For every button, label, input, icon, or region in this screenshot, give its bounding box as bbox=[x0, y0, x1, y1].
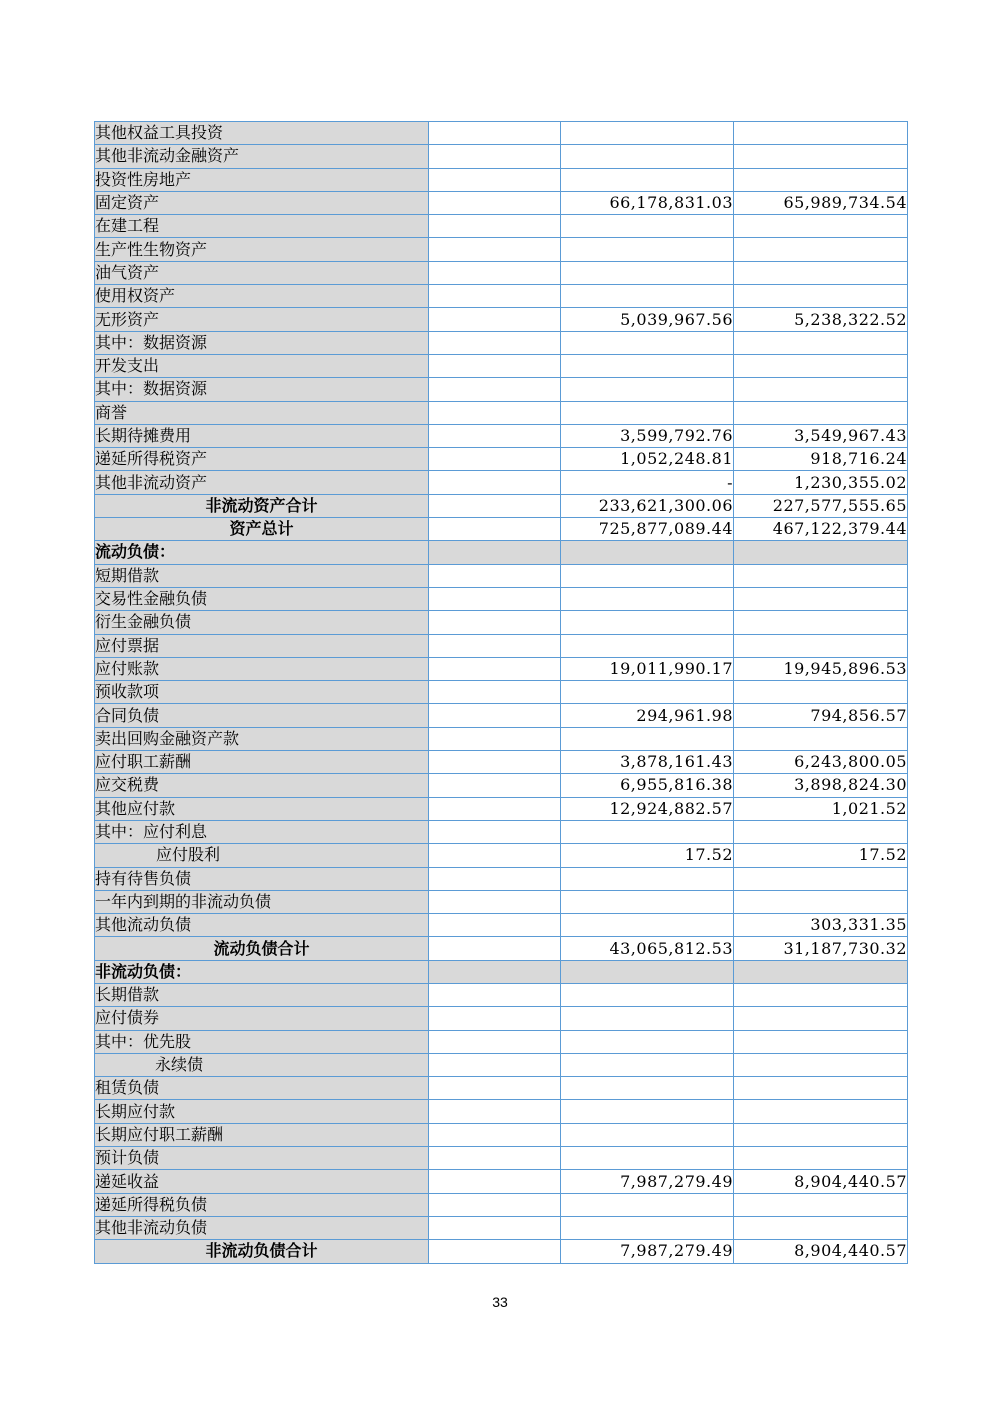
prior-period-value: 1,230,355.02 bbox=[734, 471, 908, 494]
note-cell bbox=[429, 727, 561, 750]
prior-period-value: 19,945,896.53 bbox=[734, 657, 908, 680]
prior-period-value bbox=[734, 238, 908, 261]
row-label: 应付职工薪酬 bbox=[95, 751, 429, 774]
row-label: 其他权益工具投资 bbox=[95, 122, 429, 145]
prior-period-value bbox=[734, 587, 908, 610]
current-period-value bbox=[561, 1030, 734, 1053]
note-cell bbox=[429, 890, 561, 913]
current-period-value bbox=[561, 401, 734, 424]
prior-period-value bbox=[734, 727, 908, 750]
prior-period-value bbox=[734, 145, 908, 168]
current-period-value bbox=[561, 681, 734, 704]
prior-period-value bbox=[734, 1007, 908, 1030]
note-cell bbox=[429, 424, 561, 447]
table-row bbox=[95, 168, 908, 191]
table-row bbox=[95, 914, 908, 937]
note-cell bbox=[429, 1170, 561, 1193]
row-label: 其他应付款 bbox=[95, 797, 429, 820]
note-cell bbox=[429, 122, 561, 145]
note-cell bbox=[429, 1240, 561, 1263]
current-period-value bbox=[561, 890, 734, 913]
note-cell bbox=[429, 471, 561, 494]
current-period-value bbox=[561, 867, 734, 890]
table-row bbox=[95, 424, 908, 447]
note-cell bbox=[429, 1193, 561, 1216]
row-label: 其他非流动金融资产 bbox=[95, 145, 429, 168]
current-period-value bbox=[561, 378, 734, 401]
prior-period-value: 3,549,967.43 bbox=[734, 424, 908, 447]
current-period-value: 43,065,812.53 bbox=[561, 937, 734, 960]
current-period-value bbox=[561, 215, 734, 238]
prior-period-value bbox=[734, 122, 908, 145]
table-row bbox=[95, 1100, 908, 1123]
current-period-value bbox=[561, 145, 734, 168]
current-period-value bbox=[561, 1123, 734, 1146]
prior-period-value bbox=[734, 634, 908, 657]
table-row bbox=[95, 354, 908, 377]
prior-period-value bbox=[734, 681, 908, 704]
current-period-value bbox=[561, 611, 734, 634]
row-label: 预收款项 bbox=[95, 681, 429, 704]
row-label: 其他流动负债 bbox=[95, 914, 429, 937]
row-label: 预计负债 bbox=[95, 1147, 429, 1170]
prior-period-value bbox=[734, 401, 908, 424]
table-row bbox=[95, 145, 908, 168]
current-period-value bbox=[561, 960, 734, 983]
table-row bbox=[95, 1216, 908, 1239]
note-cell bbox=[429, 960, 561, 983]
current-period-value: 7,987,279.49 bbox=[561, 1240, 734, 1263]
row-label: 开发支出 bbox=[95, 354, 429, 377]
note-cell bbox=[429, 1030, 561, 1053]
current-period-value: 19,011,990.17 bbox=[561, 657, 734, 680]
note-cell bbox=[429, 401, 561, 424]
table-row bbox=[95, 1077, 908, 1100]
current-period-value bbox=[561, 1193, 734, 1216]
row-label: 应付票据 bbox=[95, 634, 429, 657]
prior-period-value bbox=[734, 611, 908, 634]
table-row bbox=[95, 774, 908, 797]
table-row bbox=[95, 541, 908, 564]
current-period-value bbox=[561, 914, 734, 937]
current-period-value bbox=[561, 1053, 734, 1076]
current-period-value bbox=[561, 564, 734, 587]
current-period-value bbox=[561, 331, 734, 354]
table-row bbox=[95, 681, 908, 704]
table-body bbox=[95, 122, 908, 1264]
table-row bbox=[95, 1193, 908, 1216]
row-label: 其他非流动资产 bbox=[95, 471, 429, 494]
prior-period-value bbox=[734, 1100, 908, 1123]
row-label: 非流动负债合计 bbox=[95, 1240, 429, 1263]
row-label: 交易性金融负债 bbox=[95, 587, 429, 610]
note-cell bbox=[429, 285, 561, 308]
row-label: 流动负债合计 bbox=[95, 937, 429, 960]
note-cell bbox=[429, 797, 561, 820]
note-cell bbox=[429, 354, 561, 377]
current-period-value bbox=[561, 1007, 734, 1030]
table-row bbox=[95, 261, 908, 284]
table-row bbox=[95, 494, 908, 517]
note-cell bbox=[429, 937, 561, 960]
prior-period-value bbox=[734, 1077, 908, 1100]
current-period-value: 12,924,882.57 bbox=[561, 797, 734, 820]
prior-period-value: 8,904,440.57 bbox=[734, 1240, 908, 1263]
current-period-value bbox=[561, 727, 734, 750]
table-row bbox=[95, 122, 908, 145]
page-number: 33 bbox=[492, 1294, 508, 1310]
current-period-value bbox=[561, 168, 734, 191]
current-period-value: 294,961.98 bbox=[561, 704, 734, 727]
table-row bbox=[95, 1123, 908, 1146]
current-period-value: 6,955,816.38 bbox=[561, 774, 734, 797]
note-cell bbox=[429, 704, 561, 727]
prior-period-value: 227,577,555.65 bbox=[734, 494, 908, 517]
current-period-value: 5,039,967.56 bbox=[561, 308, 734, 331]
note-cell bbox=[429, 820, 561, 843]
note-cell bbox=[429, 448, 561, 471]
prior-period-value bbox=[734, 1193, 908, 1216]
row-label: 生产性生物资产 bbox=[95, 238, 429, 261]
table-row bbox=[95, 285, 908, 308]
table-row bbox=[95, 937, 908, 960]
prior-period-value bbox=[734, 168, 908, 191]
prior-period-value bbox=[734, 1053, 908, 1076]
table-row bbox=[95, 983, 908, 1006]
current-period-value bbox=[561, 122, 734, 145]
current-period-value: 725,877,089.44 bbox=[561, 518, 734, 541]
row-label: 租赁负债 bbox=[95, 1077, 429, 1100]
row-label: 长期应付款 bbox=[95, 1100, 429, 1123]
table-row bbox=[95, 867, 908, 890]
note-cell bbox=[429, 308, 561, 331]
note-cell bbox=[429, 331, 561, 354]
table-row bbox=[95, 191, 908, 214]
prior-period-value: 3,898,824.30 bbox=[734, 774, 908, 797]
table-row bbox=[95, 1053, 908, 1076]
prior-period-value: 17.52 bbox=[734, 844, 908, 867]
note-cell bbox=[429, 215, 561, 238]
note-cell bbox=[429, 494, 561, 517]
prior-period-value: 65,989,734.54 bbox=[734, 191, 908, 214]
table-row bbox=[95, 797, 908, 820]
balance-sheet-table bbox=[94, 121, 908, 1264]
note-cell bbox=[429, 1007, 561, 1030]
current-period-value bbox=[561, 1216, 734, 1239]
note-cell bbox=[429, 681, 561, 704]
table-row bbox=[95, 587, 908, 610]
prior-period-value: 918,716.24 bbox=[734, 448, 908, 471]
prior-period-value bbox=[734, 285, 908, 308]
table-row bbox=[95, 378, 908, 401]
note-cell bbox=[429, 634, 561, 657]
note-cell bbox=[429, 1077, 561, 1100]
current-period-value bbox=[561, 1100, 734, 1123]
table-row bbox=[95, 890, 908, 913]
row-label: 卖出回购金融资产款 bbox=[95, 727, 429, 750]
current-period-value bbox=[561, 587, 734, 610]
note-cell bbox=[429, 261, 561, 284]
note-cell bbox=[429, 168, 561, 191]
note-cell bbox=[429, 983, 561, 1006]
table-row bbox=[95, 634, 908, 657]
prior-period-value bbox=[734, 378, 908, 401]
current-period-value bbox=[561, 634, 734, 657]
table-row bbox=[95, 844, 908, 867]
current-period-value bbox=[561, 1147, 734, 1170]
note-cell bbox=[429, 867, 561, 890]
prior-period-value: 794,856.57 bbox=[734, 704, 908, 727]
note-cell bbox=[429, 238, 561, 261]
current-period-value: - bbox=[561, 471, 734, 494]
table-row bbox=[95, 727, 908, 750]
prior-period-value: 1,021.52 bbox=[734, 797, 908, 820]
table-row bbox=[95, 611, 908, 634]
current-period-value bbox=[561, 541, 734, 564]
row-label: 投资性房地产 bbox=[95, 168, 429, 191]
current-period-value bbox=[561, 820, 734, 843]
note-cell bbox=[429, 844, 561, 867]
row-label: 资产总计 bbox=[95, 518, 429, 541]
note-cell bbox=[429, 518, 561, 541]
table-row bbox=[95, 960, 908, 983]
row-label: 其中：应付利息 bbox=[95, 820, 429, 843]
note-cell bbox=[429, 1123, 561, 1146]
note-cell bbox=[429, 657, 561, 680]
prior-period-value bbox=[734, 354, 908, 377]
note-cell bbox=[429, 914, 561, 937]
current-period-value bbox=[561, 1077, 734, 1100]
row-label: 应交税费 bbox=[95, 774, 429, 797]
table-row bbox=[95, 1240, 908, 1263]
prior-period-value bbox=[734, 1123, 908, 1146]
table-row bbox=[95, 1147, 908, 1170]
table-row bbox=[95, 1170, 908, 1193]
note-cell bbox=[429, 1100, 561, 1123]
row-label: 合同负债 bbox=[95, 704, 429, 727]
table-row bbox=[95, 1030, 908, 1053]
row-label: 持有待售负债 bbox=[95, 867, 429, 890]
prior-period-value bbox=[734, 960, 908, 983]
prior-period-value bbox=[734, 331, 908, 354]
current-period-value: 3,878,161.43 bbox=[561, 751, 734, 774]
note-cell bbox=[429, 587, 561, 610]
table-row bbox=[95, 751, 908, 774]
row-label: 非流动资产合计 bbox=[95, 494, 429, 517]
table-row bbox=[95, 448, 908, 471]
row-label: 衍生金融负债 bbox=[95, 611, 429, 634]
row-label: 其中：数据资源 bbox=[95, 331, 429, 354]
prior-period-value bbox=[734, 820, 908, 843]
current-period-value: 3,599,792.76 bbox=[561, 424, 734, 447]
current-period-value: 66,178,831.03 bbox=[561, 191, 734, 214]
row-label: 固定资产 bbox=[95, 191, 429, 214]
row-label: 长期待摊费用 bbox=[95, 424, 429, 447]
prior-period-value bbox=[734, 261, 908, 284]
table-row bbox=[95, 820, 908, 843]
table-row bbox=[95, 657, 908, 680]
prior-period-value bbox=[734, 1030, 908, 1053]
prior-period-value bbox=[734, 983, 908, 1006]
note-cell bbox=[429, 1216, 561, 1239]
prior-period-value bbox=[734, 867, 908, 890]
note-cell bbox=[429, 774, 561, 797]
row-label: 递延所得税负债 bbox=[95, 1193, 429, 1216]
current-period-value: 7,987,279.49 bbox=[561, 1170, 734, 1193]
note-cell bbox=[429, 378, 561, 401]
row-label: 应付债券 bbox=[95, 1007, 429, 1030]
balance-sheet bbox=[94, 121, 907, 1264]
row-label: 长期应付职工薪酬 bbox=[95, 1123, 429, 1146]
table-row bbox=[95, 308, 908, 331]
note-cell bbox=[429, 1147, 561, 1170]
table-row bbox=[95, 238, 908, 261]
current-period-value bbox=[561, 285, 734, 308]
note-cell bbox=[429, 1053, 561, 1076]
table-row bbox=[95, 564, 908, 587]
row-label: 长期借款 bbox=[95, 983, 429, 1006]
row-label: 短期借款 bbox=[95, 564, 429, 587]
current-period-value bbox=[561, 983, 734, 1006]
note-cell bbox=[429, 564, 561, 587]
current-period-value: 1,052,248.81 bbox=[561, 448, 734, 471]
prior-period-value bbox=[734, 564, 908, 587]
note-cell bbox=[429, 145, 561, 168]
row-label: 一年内到期的非流动负债 bbox=[95, 890, 429, 913]
prior-period-value bbox=[734, 541, 908, 564]
prior-period-value bbox=[734, 215, 908, 238]
current-period-value bbox=[561, 238, 734, 261]
table-row bbox=[95, 518, 908, 541]
row-label: 使用权资产 bbox=[95, 285, 429, 308]
row-label: 流动负债： bbox=[95, 541, 429, 564]
prior-period-value: 6,243,800.05 bbox=[734, 751, 908, 774]
row-label: 应付账款 bbox=[95, 657, 429, 680]
current-period-value: 233,621,300.06 bbox=[561, 494, 734, 517]
note-cell bbox=[429, 541, 561, 564]
prior-period-value bbox=[734, 1147, 908, 1170]
row-label: 递延所得税资产 bbox=[95, 448, 429, 471]
current-period-value: 17.52 bbox=[561, 844, 734, 867]
current-period-value bbox=[561, 261, 734, 284]
table-row bbox=[95, 471, 908, 494]
row-label: 非流动负债： bbox=[95, 960, 429, 983]
row-label: 其中：优先股 bbox=[95, 1030, 429, 1053]
table-row bbox=[95, 215, 908, 238]
table-row bbox=[95, 401, 908, 424]
table-row bbox=[95, 1007, 908, 1030]
row-label: 在建工程 bbox=[95, 215, 429, 238]
prior-period-value: 8,904,440.57 bbox=[734, 1170, 908, 1193]
note-cell bbox=[429, 191, 561, 214]
current-period-value bbox=[561, 354, 734, 377]
prior-period-value: 5,238,322.52 bbox=[734, 308, 908, 331]
row-label: 油气资产 bbox=[95, 261, 429, 284]
row-label: 递延收益 bbox=[95, 1170, 429, 1193]
note-cell bbox=[429, 611, 561, 634]
prior-period-value bbox=[734, 890, 908, 913]
table-row bbox=[95, 331, 908, 354]
row-label: 其他非流动负债 bbox=[95, 1216, 429, 1239]
row-label: 永续债 bbox=[95, 1053, 429, 1076]
prior-period-value: 303,331.35 bbox=[734, 914, 908, 937]
prior-period-value bbox=[734, 1216, 908, 1239]
prior-period-value: 31,187,730.32 bbox=[734, 937, 908, 960]
row-label: 商誉 bbox=[95, 401, 429, 424]
table-row bbox=[95, 704, 908, 727]
prior-period-value: 467,122,379.44 bbox=[734, 518, 908, 541]
row-label: 其中：数据资源 bbox=[95, 378, 429, 401]
row-label: 无形资产 bbox=[95, 308, 429, 331]
row-label: 应付股利 bbox=[95, 844, 429, 867]
note-cell bbox=[429, 751, 561, 774]
